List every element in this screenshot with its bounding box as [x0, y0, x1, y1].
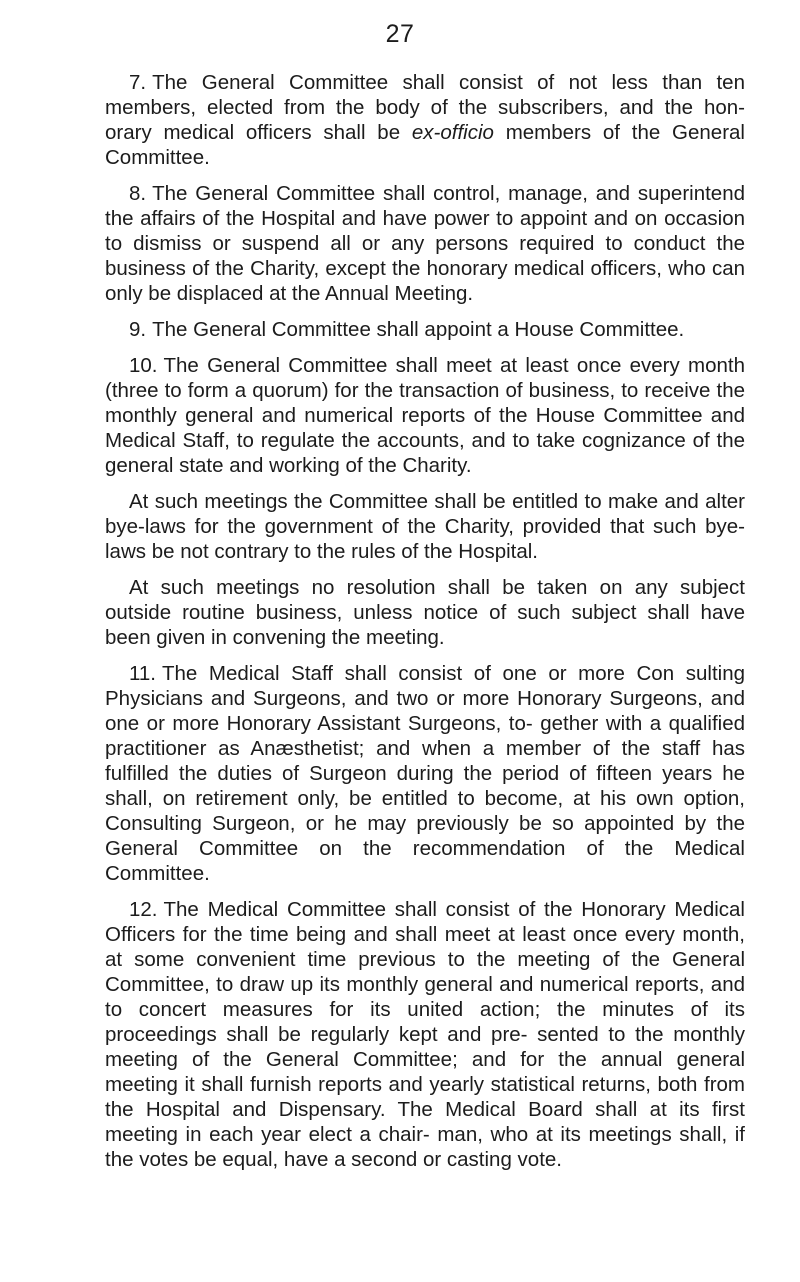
resolution-paragraph: [105, 575, 745, 650]
rule-number: 8.: [129, 182, 147, 205]
rule-number: 7.: [129, 71, 147, 94]
rule-10-paragraph: [105, 353, 745, 478]
paragraph-text: The Medical Committee shall consist of the Honorary Medical Officers for the time being and shall meet at least once every month, at some convenient time previous to the meeting of the General Committee, to draw up its monthly general and numerical reports, and to concert measures for its united action; the minutes of its proceedings shall be regularly kept and pre- sented to the monthly meeting of the General Committee; and for the annual general meeting it shall furnish reports and yearly statistical returns, both from the Hospital and Dispensary. The Medical Board shall at its first meeting in each year elect a chair- man, who at its meetings shall, if the votes be equal, have a second or casting vote.: [105, 898, 745, 1171]
paragraph-text: The General Committee shall consist of not less than ten members, elected from the body of the subscribers, and the hon- orary medical officers shall be: [105, 71, 745, 144]
paragraph-text: The General Committee shall meet at least once every month (three to form a quorum) for the transaction of business, to receive the monthly general and numerical reports of the House Committee and Medical Staff, to regulate the accounts, and to take cognizance of the general state and working of the Charity.: [105, 354, 745, 477]
italic-term: ex-officio: [411, 121, 494, 144]
page-number: 27: [385, 20, 415, 48]
rule-number: 9.: [129, 318, 147, 341]
paragraph-text: At such meetings no resolution shall be taken on any subject outside routine business, unless notice of such subject shall have been given in convening the meeting.: [105, 576, 745, 649]
rule-8-paragraph: [105, 181, 745, 306]
rule-11-paragraph: [105, 661, 745, 886]
document-body: [105, 70, 745, 1183]
rule-number: 12.: [129, 898, 158, 921]
paragraph-text: The General Committee shall control, manage, and superintend the affairs of the Hospital and have power to appoint and on occasion to dismiss or suspend all or any persons required to conduct the business of the Charity, except the honorary medical officers, who can only be displaced at the Annual Meeting.: [105, 182, 745, 305]
rule-number: 11.: [129, 662, 156, 685]
rule-9-paragraph: [105, 317, 745, 342]
paragraph-text: At such meetings the Committee shall be entitled to make and alter bye-laws for the government of the Charity, provided that such bye-laws be not contrary to the rules of the Hospital.: [105, 490, 745, 563]
paragraph-text: The General Committee shall appoint a House Committee.: [152, 318, 685, 341]
paragraph-text: members of the General Committee.: [105, 121, 745, 169]
rule-12-paragraph: [105, 897, 745, 1172]
paragraph-text: The Medical Staff shall consist of one or more Con sulting Physicians and Surgeons, and two or more Honorary Surgeons, and one or more Honorary Assistant Surgeons, to- gether with a qualified practitioner as Anæsthetist; and when a member of the staff has fulfilled the duties of Surgeon during the period of fifteen years he shall, on retirement only, be entitled to become, at his own option, Consulting Surgeon, or he may previously be so appointed by the General Committee on the recommendation of the Medical Committee.: [105, 662, 745, 885]
rule-number: 10.: [129, 354, 158, 377]
bye-laws-paragraph: [105, 489, 745, 564]
rule-7-paragraph: [105, 70, 745, 170]
